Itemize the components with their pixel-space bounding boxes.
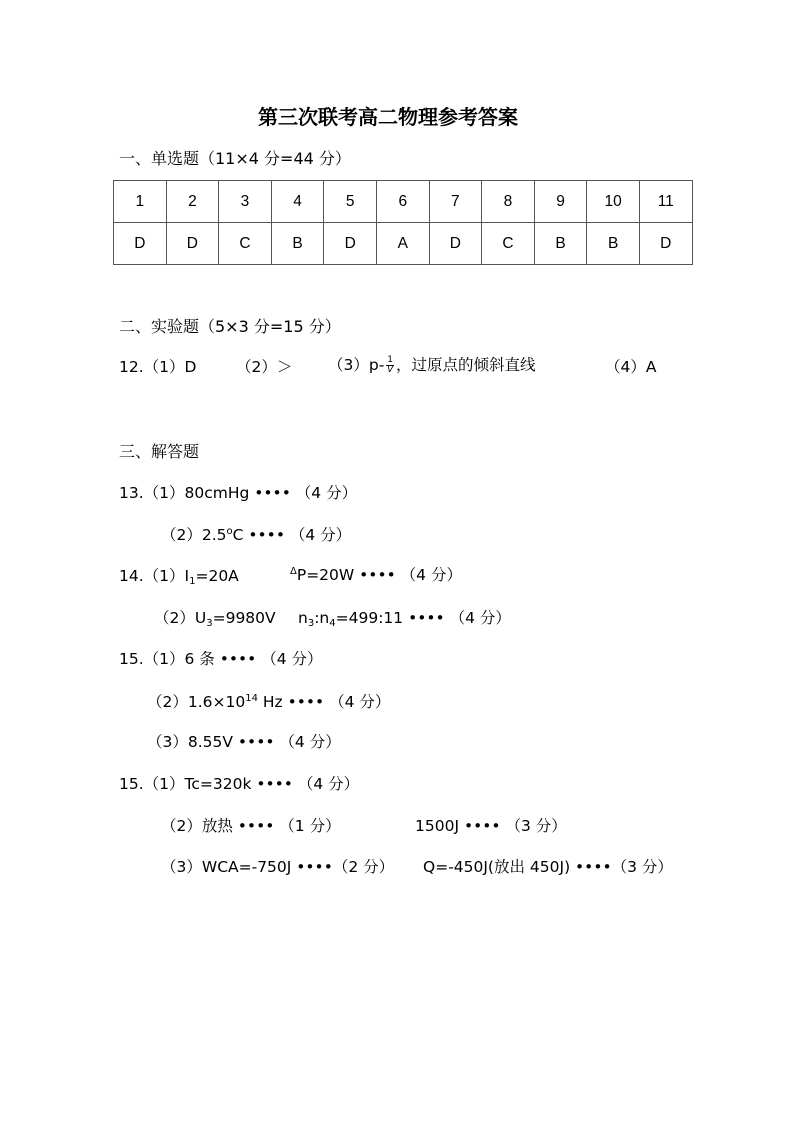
q15-frequency: （2）1.6×10 [147, 693, 246, 711]
table-cell: D [324, 223, 377, 265]
subscript: 3 [307, 618, 315, 629]
q16-part2b: 1500J •••• （3 分） [415, 817, 567, 835]
q12-part4: （4）A [605, 358, 657, 376]
q15-part2 [147, 694, 390, 711]
table-cell: 11 [639, 181, 692, 223]
q16-part2a: （2）放热 •••• （1 分） [161, 817, 341, 835]
table-cell: 1 [114, 181, 167, 223]
table-cell: 9 [534, 181, 587, 223]
q12-part3 [328, 356, 536, 375]
table-cell: C [482, 223, 535, 265]
section1-heading: 一、单选题（11×4 分=44 分） [119, 149, 351, 168]
exponent: 14 [245, 693, 258, 704]
table-cell: 4 [271, 181, 324, 223]
table-cell: D [114, 223, 167, 265]
q12-part2: （2）＞ [236, 358, 293, 376]
q15-frequency-tail: Hz •••• （4 分） [257, 693, 391, 711]
table-cell: 7 [429, 181, 482, 223]
table-cell: 2 [166, 181, 219, 223]
q12-part1: 12.（1）D [119, 358, 197, 376]
q15-part3: （3）8.55V •••• （4 分） [147, 733, 341, 751]
q16-part3a: （3）WCA=-750J ••••（2 分） [161, 858, 395, 876]
ratio-sep: :n [314, 609, 330, 627]
fraction-1-over-v [386, 356, 394, 375]
q13-part2-text: （2）2.5 [161, 526, 227, 544]
section2-heading: 二、实验题（5×3 分=15 分） [119, 317, 341, 336]
table-cell: A [376, 223, 429, 265]
q15-part1: 15.（1）6 条 •••• （4 分） [119, 650, 323, 668]
q12-part3-prefix: （3）p- [328, 356, 385, 374]
section3-heading: 三、解答题 [119, 442, 200, 461]
table-cell: 10 [587, 181, 640, 223]
table-row-numbers [114, 181, 693, 223]
table-cell: 5 [324, 181, 377, 223]
table-cell: 3 [219, 181, 272, 223]
table-cell: D [429, 223, 482, 265]
q14-current-label: 14.（1）I [119, 567, 190, 585]
answer-table [113, 180, 693, 265]
q13-part2 [161, 527, 351, 544]
q14-current-value: =20A [195, 567, 239, 585]
q14-part2 [154, 611, 276, 629]
q13-part1: 13.（1）80cmHg •••• （4 分） [119, 484, 358, 502]
degree-superscript: o [226, 526, 233, 537]
q16-part1: 15.（1）Tc=320k •••• （4 分） [119, 775, 360, 793]
ratio-n: n [298, 609, 308, 627]
table-cell: B [271, 223, 324, 265]
ratio-value: =499:11 •••• （4 分） [335, 609, 511, 627]
table-cell: 8 [482, 181, 535, 223]
table-cell: D [166, 223, 219, 265]
subscript: 3 [206, 618, 213, 629]
q14-part1-power [290, 567, 462, 584]
table-cell: B [587, 223, 640, 265]
subscript: 1 [189, 576, 196, 587]
fraction-numerator: 1 [387, 355, 394, 365]
q12-part3-suffix: ，过原点的倾斜直线 [396, 356, 536, 374]
table-cell: C [219, 223, 272, 265]
table-cell: 6 [376, 181, 429, 223]
table-cell: D [639, 223, 692, 265]
q14-voltage-value: =9980V [212, 609, 276, 627]
q16-part3b: Q=-450J(放出 450J) ••••（3 分） [423, 858, 673, 876]
table-cell: B [534, 223, 587, 265]
q14-power-loss: P=20W •••• （4 分） [296, 566, 462, 584]
table-row-answers [114, 223, 693, 265]
delta-symbol: Δ [290, 566, 297, 577]
q14-part2-ratio [298, 611, 511, 629]
q14-part1 [119, 569, 239, 587]
subscript: 4 [329, 618, 336, 629]
q13-part2-tail: C •••• （4 分） [232, 526, 352, 544]
page-title: 第三次联考高二物理参考答案 [258, 105, 518, 129]
q14-voltage-label: （2）U [154, 609, 207, 627]
fraction-denominator: V [387, 365, 394, 375]
